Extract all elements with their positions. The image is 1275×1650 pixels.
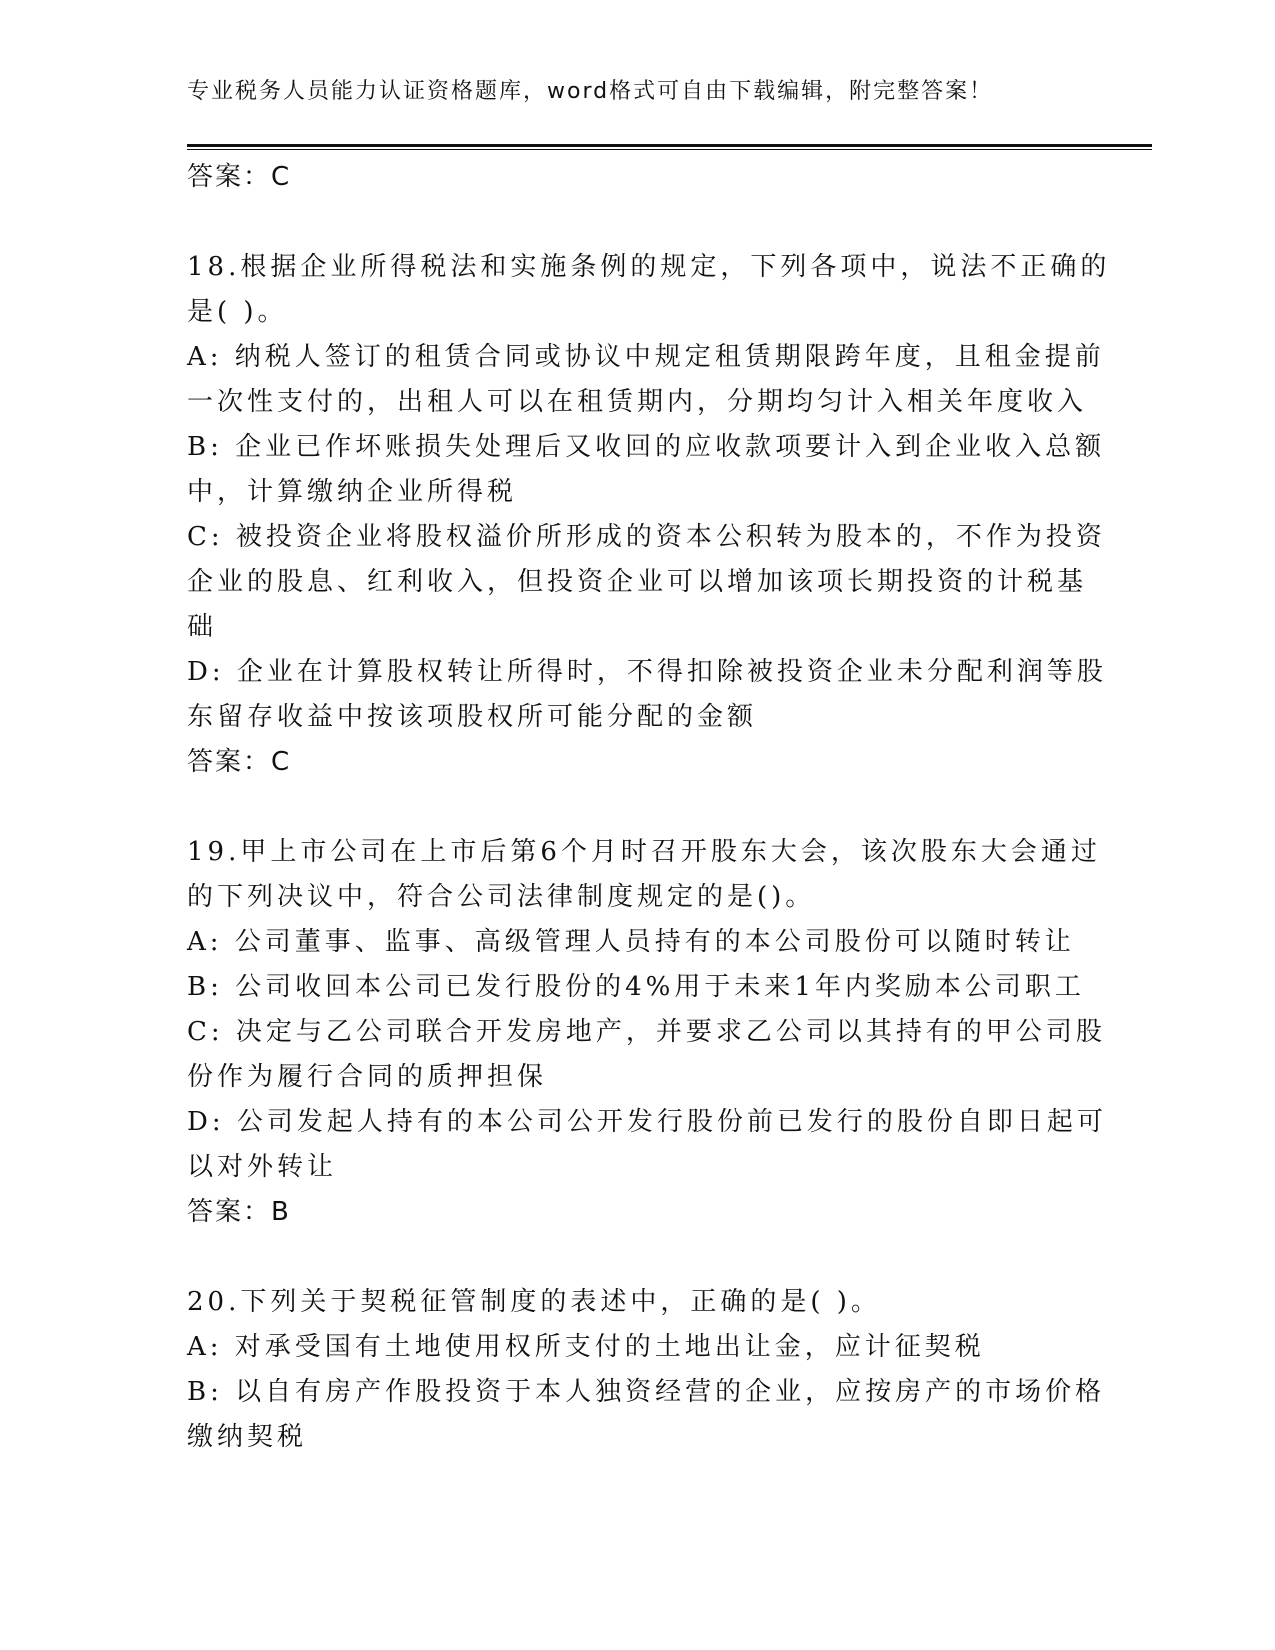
spacer bbox=[187, 200, 1087, 245]
answer-19: 答案：B bbox=[187, 1197, 291, 1227]
option-c: 企业的股息、红利收入，但投资企业可以增加该项长期投资的计税基 bbox=[187, 567, 1088, 597]
question-stem: 19.甲上市公司在上市后第6个月时召开股东大会，该次股东大会通过 bbox=[187, 837, 1101, 867]
header-divider-thick bbox=[187, 144, 1152, 147]
option-b: B: 企业已作坏账损失处理后又收回的应收款项要计入到企业收入总额 bbox=[187, 432, 1106, 462]
question-20 bbox=[187, 1280, 1106, 1460]
option-d: 以对外转让 bbox=[187, 1152, 338, 1182]
option-b: 中，计算缴纳企业所得税 bbox=[187, 477, 518, 507]
spacer bbox=[187, 785, 1087, 830]
option-a: A: 对承受国有土地使用权所支付的土地出让金，应计征契税 bbox=[187, 1332, 985, 1362]
answer-17: 答案：C bbox=[187, 162, 292, 192]
option-d: 东留存收益中按该项股权所可能分配的金额 bbox=[187, 702, 758, 732]
spacer bbox=[187, 1235, 1087, 1280]
answer-18: 答案：C bbox=[187, 747, 292, 777]
option-c: C: 被投资企业将股权溢价所形成的资本公积转为股本的，不作为投资 bbox=[187, 522, 1106, 552]
option-c: C: 决定与乙公司联合开发房地产，并要求乙公司以其持有的甲公司股 bbox=[187, 1017, 1106, 1047]
question-18 bbox=[187, 245, 1111, 785]
option-b: 缴纳契税 bbox=[187, 1422, 308, 1452]
option-a: 一次性支付的，出租人可以在租赁期内，分期均匀计入相关年度收入 bbox=[187, 387, 1088, 417]
option-c: 础 bbox=[187, 612, 218, 642]
option-b: B: 以自有房产作股投资于本人独资经营的企业，应按房产的市场价格 bbox=[187, 1377, 1106, 1407]
question-stem: 的下列决议中，符合公司法律制度规定的是()。 bbox=[187, 882, 816, 912]
option-c: 份作为履行合同的质押担保 bbox=[187, 1062, 548, 1092]
question-stem: 18.根据企业所得税法和实施条例的规定，下列各项中，说法不正确的 bbox=[187, 252, 1111, 282]
question-list bbox=[187, 155, 1111, 1460]
question-stem: 是( )。 bbox=[187, 297, 288, 327]
question-stem: 20.下列关于契税征管制度的表述中，正确的是( )。 bbox=[187, 1287, 881, 1317]
option-d: D: 企业在计算股权转让所得时，不得扣除被投资企业未分配利润等股 bbox=[187, 657, 1107, 687]
question-19 bbox=[187, 830, 1107, 1235]
option-d: D: 公司发起人持有的本公司公开发行股份前已发行的股份自即日起可 bbox=[187, 1107, 1107, 1137]
header-divider-thin bbox=[187, 149, 1152, 150]
page-header: 专业税务人员能力认证资格题库，word格式可自由下载编辑，附完整答案！ bbox=[187, 79, 994, 104]
option-a: A: 公司董事、监事、高级管理人员持有的本公司股份可以随时转让 bbox=[187, 927, 1075, 957]
option-b: B: 公司收回本公司已发行股份的4%用于未来1年内奖励本公司职工 bbox=[187, 972, 1085, 1002]
option-a: A: 纳税人签订的租赁合同或协议中规定租赁期限跨年度，且租金提前 bbox=[187, 342, 1105, 372]
